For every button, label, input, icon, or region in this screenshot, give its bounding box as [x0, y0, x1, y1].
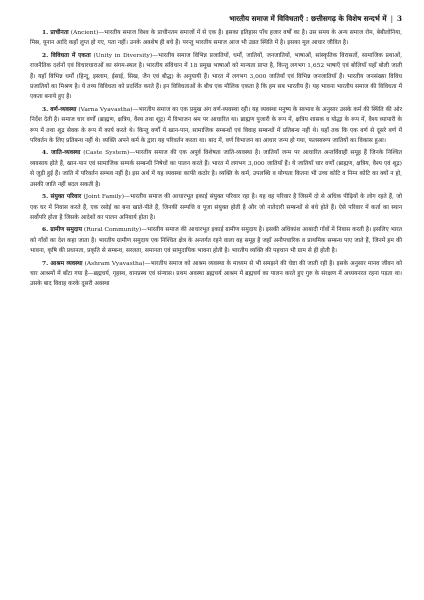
paragraph-text: —भारतीय समाज की एक अपूर्व विशेषता जाति-व्यवस्था है। जातियाँ जन्म पर आधारित अन्तर्विवाही समूह हैं जिनके निश्चित व्यवसाय होते हैं, खान-पान एवं सामाजिक सम्पर्क सम्बन्धी निषेधों का पालन करते हैं। भारत में लगभग 3,000 जातियाँ हैं। ये जातियाँ चार वर्णों (ब्राह्मण, क्षत्रिय, वैश्य एवं शूद्र) से जुड़ी हुई हैं। जाति में परिवर्तन सम्भव नहीं है। इस अर्थ में यह व्यवस्था काफी कठोर है। व्यक्ति के कर्म, उपलब्धि व योग्यता कितना भी उच्च कोटि व निम्न कोटि का क्यों न हो, उसकी जाति नहीं बदल सकती है।: [30, 150, 402, 188]
paragraph-text: —भारतीय समाज की आधारभूत इकाई ग्रामीण समुदाय है। इसकी अधिकांश आबादी गाँवों में निवास करती है। इसलिए भारत को गाँवों का देश कहा जाता है। भारतीय ग्रामीण समुदाय एक निश्चित क्षेत्र के अन्तर्गत रहने वाला वह समूह है जहाँ अनौपचारिक व प्राथमिक सम्बन्ध पाए जाते हैं, जिनमें हम की भावना, कृषि की प्रधानता, प्रकृति से सम्बन्ध, सरलता, समानता एवं सामुदायिक भावना होती है। भारतीय व्यक्ति की पहचान भी ग्राम से ही होती है।: [30, 227, 403, 255]
paragraph-heading: 3. वर्ण-व्यवस्था: [42, 105, 77, 113]
paragraph-term: (Joint Family): [83, 194, 125, 201]
paragraph-caste-system: [30, 148, 402, 190]
paragraph-joint-family: [30, 192, 402, 223]
paragraph-term: (Varna Vyavastha): [78, 106, 133, 113]
paragraph-term: (Unity in Diversity): [93, 52, 153, 59]
running-header: [30, 14, 402, 24]
page-number: 3: [396, 14, 402, 23]
paragraph-term: (Rural Community): [83, 227, 142, 234]
paragraph-heading: 6. ग्रामीण समुदाय: [42, 226, 82, 234]
paragraph-text: —भारतीय समाज विभिन्न प्रजातियों, धर्मों, जातियों, जनजातियों, भाषाओं, सांस्कृतिक विरासतों, सामाजिक प्रथाओं, राजनैतिक दर्शनों एवं विचारधाराओं का संगम-स्थल है। भारतीय संविधान में 18 प्रमुख भाषाओं को मान्यता प्राप्त है, किन्तु लगभग 1,652 भाषाएँ एवं बोलियाँ यहाँ बोली जाती हैं। यहाँ विभिन्न धर्मों (हिन्दू, इस्लाम, ईसाई, सिख, जैन एवं बौद्ध) के अनुयायी हैं। भारत में लगभग 3,000 जातियाँ एवं विभिन्न जनजातियाँ हैं। भारतीय जनसंख्या विविध प्रजातियों का मिश्रण है। ये तथ्य विविधता को प्रदर्शित करते हैं। इन विविधताओं के बीच एक मौलिक एकता है कि हम सब भारतीय हैं। यह भावना भारतीय समाज की विविधता में एकता बनाये हुए है।: [30, 52, 402, 101]
paragraph-rural-community: [30, 225, 402, 256]
paragraph-term: (Caste System): [83, 150, 130, 157]
paragraph-heading: 5. संयुक्त परिवार: [42, 193, 82, 201]
paragraph-heading: 1. प्राचीनता: [42, 29, 69, 36]
paragraph-term: (Ancient): [70, 30, 99, 36]
paragraph-unity-in-diversity: [30, 51, 402, 103]
page-body: [30, 28, 402, 290]
paragraph-text: —भारतीय समाज का एक प्रमुख अंग वर्ण-व्यवस्था रही। यह व्यवस्था मनुष्य के स्वभाव के अनुसार उसके कर्म की स्थिति की ओर निर्देश देती है। समाज चार वर्णों (ब्राह्मण, क्षत्रिय, वैश्य तथा शूद्र) में विभाजन श्रम पर आधारित था। ब्राह्मण पुजारी के रूप में, क्षत्रिय शासक व योद्धा के रूप में, वैश्य व्यापारी के रूप में तथा शूद्र सेवक के रूप में कार्य करते थे। किन्तु वर्णों में खान-पान, सामाजिक सम्बन्धों एवं विवाह सम्बन्धों में प्रतिबन्ध नहीं थे। यहाँ तक कि एक वर्ण से दूसरे वर्ण में परिवर्तन के लिए प्रतिबन्ध नहीं थे। व्यक्ति अपने कर्म के द्वारा यह परिवर्तन करता था। बाद में, वर्ण विभाजन का आधार जन्म हो गया, फलस्वरूप जातियों का विकास हुआ।: [30, 106, 402, 145]
paragraph-heading: 7. आश्रम व्यवस्था: [42, 259, 83, 267]
paragraph-heading: 2. विविधता में एकता: [42, 51, 91, 59]
paragraph-text: —भारतीय समाज विश्व के प्राचीनतम समाजों में से एक है। इसका इतिहास पाँच हजार वर्षों का है। उस समय के अन्य समाज रोम, बेबीलोनिया, मिस्र, यूनान आदि कहाँ लुप्त हो गए, पता नहीं। उनके अवशेष ही बचे हैं। परन्तु भारतीय समाज आज भी उन्नत स्थिति में है। इसका मूल आधार जीवित है।: [30, 30, 403, 47]
paragraph-varna-system: [30, 105, 402, 147]
paragraph-text: —भारतीय समाज की आधारभूत इकाई संयुक्त परिवार रहा है। यह वह परिवार है जिसमें दो से अधिक पीढ़ियों के लोग रहते हैं, जो एक घर में निवास करते हैं, एक रसोई का बना खाते-पीते हैं, जिनकी सम्पत्ति व पूजा संयुक्त होती है और जो नातेदारी सम्बन्धों से बंधे होते हैं। ऐसे परिवार में कर्ता का स्थान सर्वोपरि होता है जिसके आदेशों का पालन अनिवार्य होता है।: [30, 194, 402, 221]
paragraph-text: —भारतीय समाज को आश्रम व्यवस्था के माध्यम से भी समझने की चेष्टा की जाती रही है। इसके अनुसार मानव जीवन को चार आश्रमों में बाँटा गया है—ब्रह्मचर्य, गृहस्थ, वानप्रस्थ एवं संन्यास। प्रथम अवस्था ब्रह्मचर्य आश्रम में ब्रह्मचर्य का पालन करते हुए गुरु के संरक्षण में अध्ययनरत रहना पड़ता था। उसके बाद विवाह करके दूसरी अवस्था: [30, 260, 403, 288]
paragraph-term: (Ashram Vyavastha): [84, 260, 145, 267]
paragraph-ashram-system: [30, 259, 402, 290]
header-title: भारतीय समाज में विविधताएँ : छत्तीसगढ़ के विशेष सन्दर्भ में: [229, 14, 387, 23]
paragraph-antiquity: [30, 28, 402, 49]
paragraph-heading: 4. जाति-व्यवस्था: [42, 149, 81, 157]
header-separator: |: [390, 14, 393, 23]
